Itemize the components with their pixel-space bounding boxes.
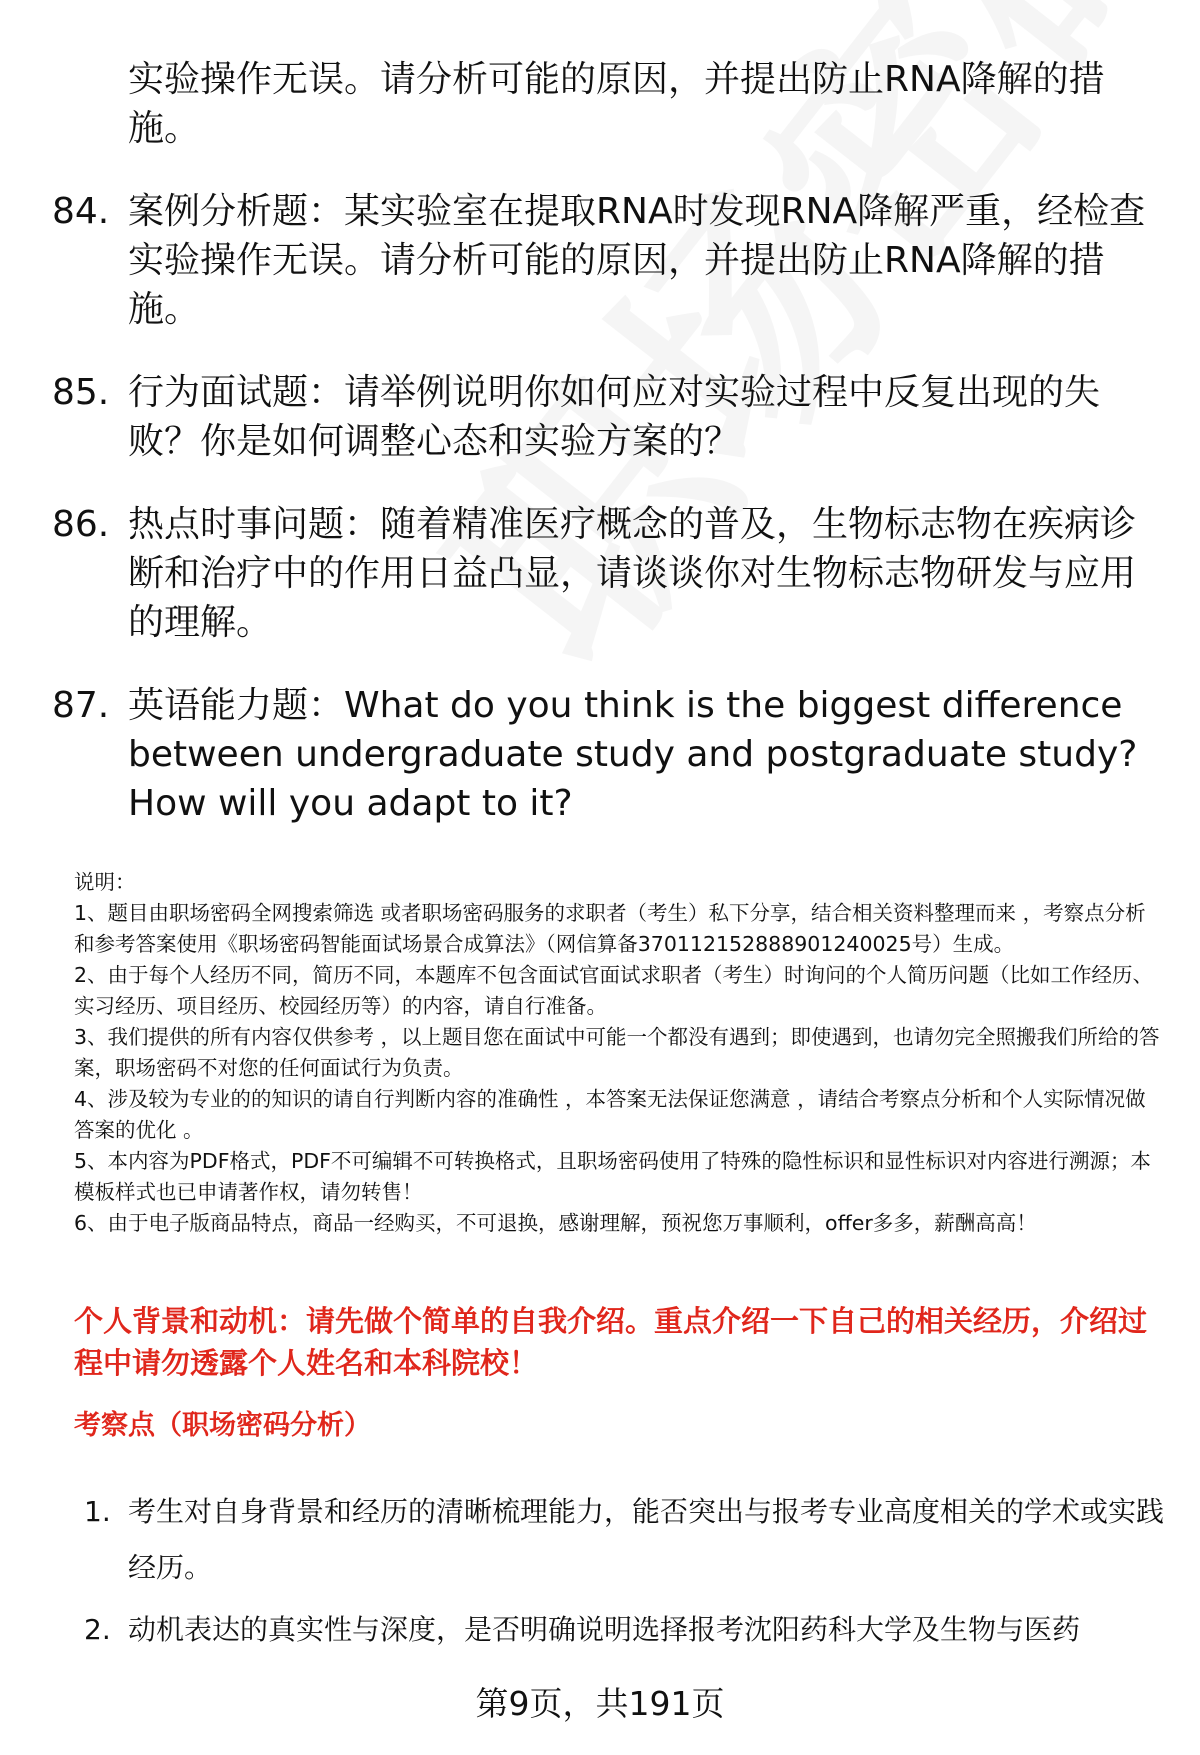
section-subtitle: 考察点（职场密码分析） [74, 1410, 371, 1441]
point-text: 考生对自身背景和经历的清晰梳理能力，能否突出与报考专业高度相关的学术或实践经历。 [128, 1495, 1165, 1584]
question-item [52, 368, 1162, 466]
analysis-points [84, 1484, 1164, 1664]
question-item [52, 500, 1162, 647]
question-number: 86. [52, 504, 110, 545]
point-number: 2. [84, 1613, 111, 1646]
point-text: 动机表达的真实性与深度，是否明确说明选择报考沈阳药科大学及生物与医药 [128, 1613, 1081, 1646]
notes-title: 说明： [74, 870, 136, 894]
notes-section [74, 867, 1164, 1239]
question-number: 87. [52, 685, 110, 726]
note-item: 2、由于每个人经历不同，简历不同，本题库不包含面试官面试求职者（考生）时询问的个人简历问题（比如工作经历、实习经历、项目经历、校园经历等）的内容，请自行准备。 [74, 963, 1154, 1018]
section-question-title: 个人背景和动机：请先做个简单的自我介绍。重点介绍一下自己的相关经历，介绍过程中请勿透露个人姓名和本科院校！ [74, 1304, 1148, 1380]
note-item: 1、题目由职场密码全网搜索筛选 或者职场密码服务的求职者（考生）私下分享，结合相关资料整理而来 ，考察点分析和参考答案使用《职场密码智能面试场景合成算法》（网信算备370112152888901240025号）生成。 [74, 901, 1146, 956]
note-item: 3、我们提供的所有内容仅供参考 ，以上题目您在面试中可能一个都没有遇到；即使遇到，也请勿完全照搬我们所给的答案，职场密码不对您的任何面试行为负责。 [74, 1025, 1160, 1080]
question-text: 行为面试题：请举例说明你如何应对实验过程中反复出现的失败？你是如何调整心态和实验方案的？ [128, 372, 1101, 462]
question-continuation: 实验操作无误。请分析可能的原因，并提出防止RNA降解的措施。 [128, 59, 1105, 149]
analysis-point [84, 1602, 1164, 1658]
note-item: 6、由于电子版商品特点，商品一经购买，不可退换，感谢理解，预祝您万事顺利，offer多多，薪酬高高！ [74, 1211, 1037, 1235]
question-text: 案例分析题：某实验室在提取RNA时发现RNA降解严重，经检查实验操作无误。请分析可能的原因，并提出防止RNA降解的措施。 [128, 191, 1146, 330]
note-item: 4、涉及较为专业的的知识的请自行判断内容的准确性 ，本答案无法保证您满意 ，请结合考察点分析和个人实际情况做答案的优化 。 [74, 1087, 1146, 1142]
question-item [52, 187, 1162, 334]
page-number: 第9页，共191页 [475, 1684, 725, 1723]
question-item [52, 681, 1162, 828]
analysis-point [84, 1484, 1164, 1596]
question-text: 热点时事问题：随着精准医疗概念的普及，生物标志物在疾病诊断和治疗中的作用日益凸显，请谈谈你对生物标志物研发与应用的理解。 [128, 504, 1137, 643]
point-number: 1. [84, 1495, 111, 1528]
question-number: 85. [52, 372, 110, 413]
question-text: 英语能力题：What do you think is the biggest difference between undergraduate study and postgraduate study? How will you adapt to it? [128, 685, 1138, 824]
question-number: 84. [52, 191, 110, 232]
question-list [52, 55, 1162, 862]
note-item: 5、本内容为PDF格式，PDF不可编辑不可转换格式，且职场密码使用了特殊的隐性标识和显性标识对内容进行溯源；本模板样式也已申请著作权，请勿转售！ [74, 1149, 1151, 1204]
